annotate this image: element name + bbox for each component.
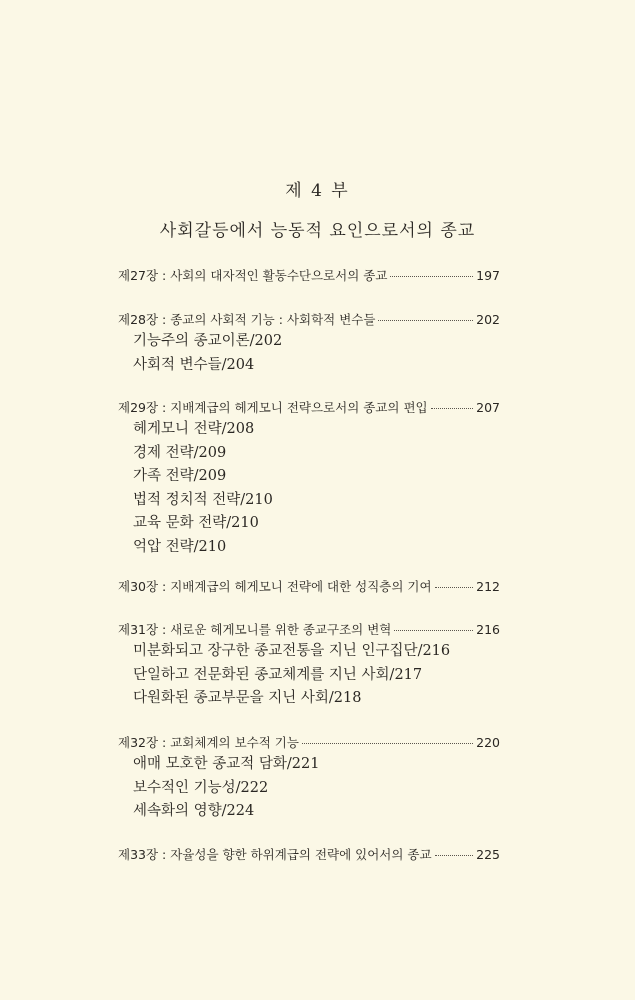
- chapter-page-number: 202: [476, 312, 500, 327]
- chapter-title: 제30장 : 지배계급의 헤게모니 전략에 대한 성직층의 기여: [118, 579, 432, 594]
- chapter-page-number: 207: [476, 400, 500, 415]
- toc-section: 기능주의 종교이론/202: [133, 333, 283, 349]
- toc-section: 헤게모니 전략/208: [133, 421, 255, 437]
- chapter-title: 제31장 : 새로운 헤게모니를 위한 종교구조의 변혁: [118, 622, 392, 637]
- chapter-heading: [118, 398, 500, 418]
- toc-section: 미분화되고 장구한 종교전통을 지닌 인구집단/216: [133, 643, 451, 659]
- toc-section: 보수적인 기능성/222: [133, 779, 269, 796]
- part-title: 제 4 부: [285, 181, 350, 201]
- toc-chapter-29: [118, 398, 500, 559]
- toc-chapter-30: [118, 577, 500, 597]
- dot-leader: [435, 587, 474, 588]
- toc-chapter-32: [118, 733, 500, 824]
- chapter-page-number: 220: [476, 735, 500, 750]
- chapter-page-number: 212: [476, 579, 500, 594]
- toc-section: 법적 정치적 전략/210: [133, 491, 273, 508]
- chapter-heading: [118, 266, 500, 286]
- chapter-title: 제28장 : 종교의 사회적 기능 : 사회학적 변수들: [118, 312, 376, 327]
- chapter-heading: [118, 310, 500, 330]
- chapter-title: 제32장 : 교회체계의 보수적 기능: [118, 735, 299, 750]
- toc-section: 교육 문화 전략/210: [133, 515, 259, 531]
- toc-section: 억압 전략/210: [133, 538, 227, 555]
- toc-section: 애매 모호한 종교적 담화/221: [133, 756, 320, 772]
- chapter-title: 제27장 : 사회의 대자적인 활동수단으로서의 종교: [118, 268, 388, 283]
- chapter-heading: [118, 733, 500, 753]
- dot-leader: [435, 855, 474, 856]
- chapter-title: 제33장 : 자율성을 향한 하위계급의 전략에 있어서의 종교: [118, 847, 432, 862]
- chapter-page-number: 216: [476, 622, 500, 637]
- chapter-page-number: 225: [476, 847, 500, 862]
- toc-section: 사회적 변수들/204: [133, 356, 255, 373]
- toc-section: 세속화의 영향/224: [133, 803, 255, 819]
- toc-section: 경제 전략/209: [133, 444, 227, 461]
- chapter-page-number: 197: [476, 268, 500, 283]
- toc-section: 단일하고 전문화된 종교체계를 지닌 사회/217: [133, 666, 423, 683]
- toc-chapter-28: [118, 310, 500, 377]
- chapter-heading: [118, 577, 500, 597]
- chapter-heading: [118, 845, 500, 865]
- dot-leader: [302, 743, 473, 744]
- toc-chapter-27: [118, 266, 500, 286]
- toc-chapter-31: [118, 620, 500, 711]
- toc-section: 가족 전략/209: [133, 468, 227, 484]
- dot-leader: [394, 630, 473, 631]
- chapter-heading: [118, 620, 500, 640]
- toc-section: 다원화된 종교부문을 지닌 사회/218: [133, 690, 362, 706]
- dot-leader: [378, 320, 473, 321]
- toc-chapter-33: [118, 845, 500, 865]
- dot-leader: [390, 276, 473, 277]
- dot-leader: [431, 408, 474, 409]
- part-subtitle: 사회갈등에서 능동적 요인으로서의 종교: [159, 221, 476, 241]
- chapter-title: 제29장 : 지배계급의 헤게모니 전략으로서의 종교의 편입: [118, 400, 428, 415]
